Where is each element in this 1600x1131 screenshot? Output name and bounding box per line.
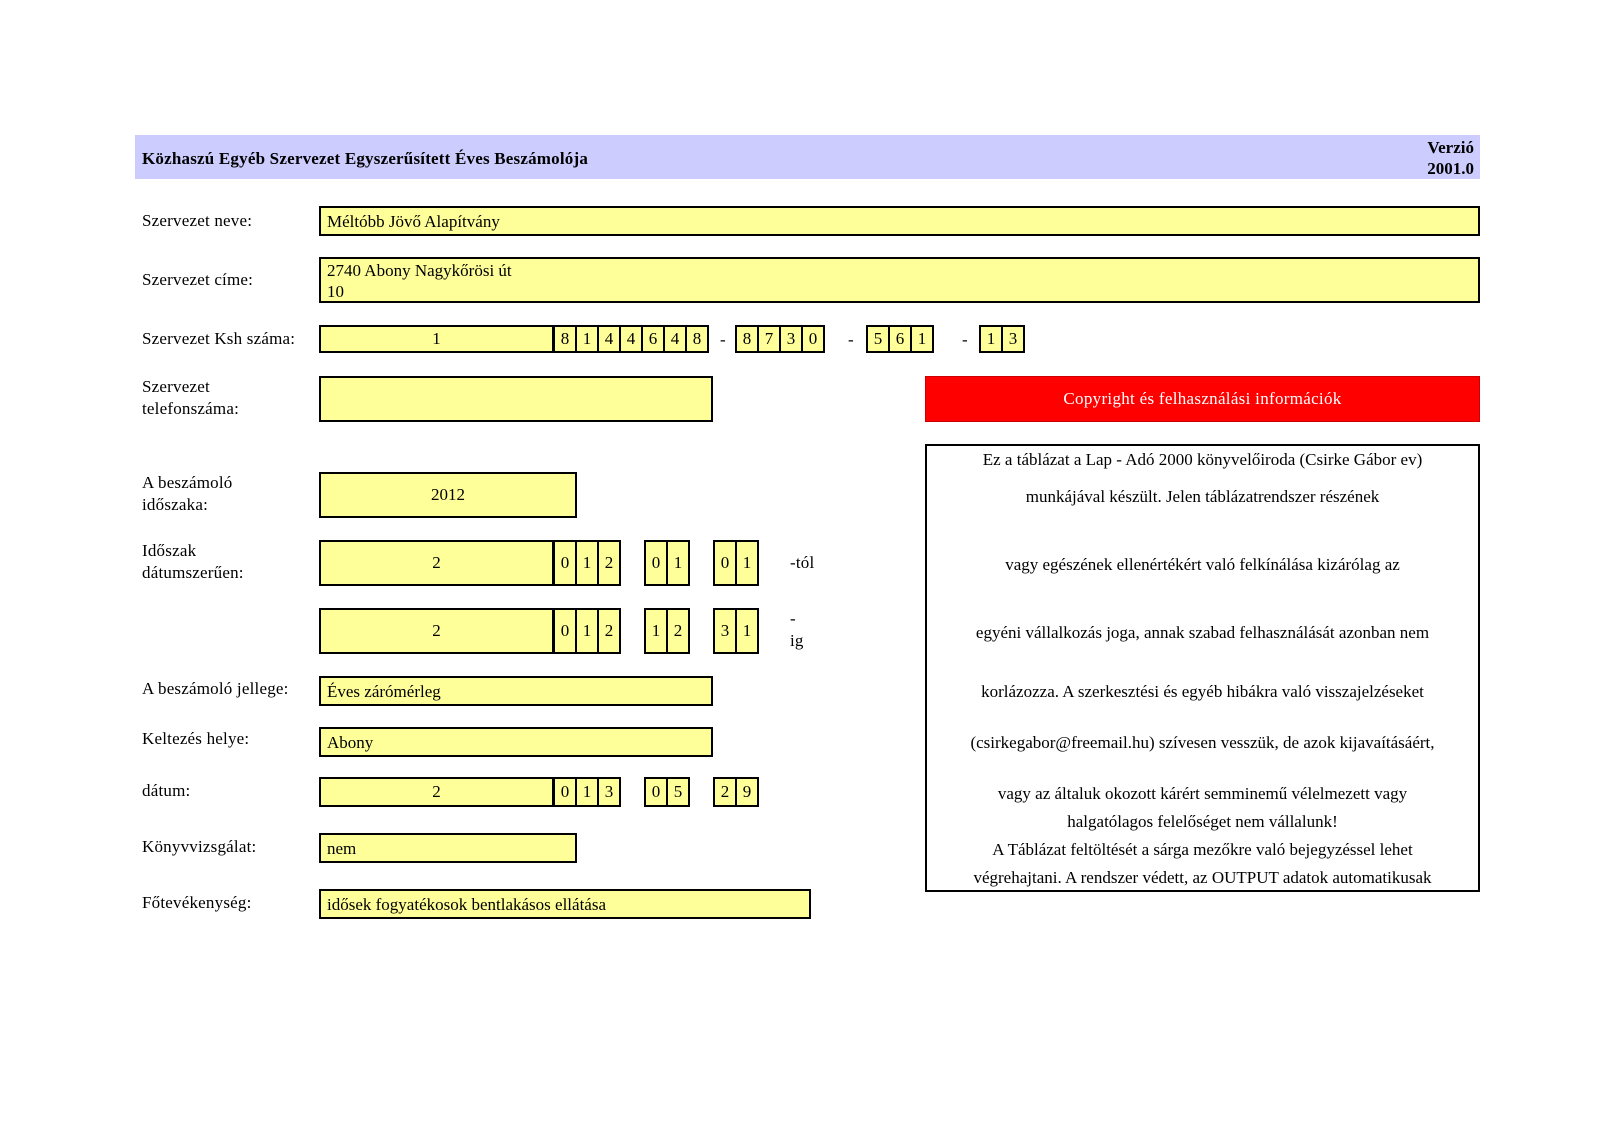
label-audit: Könyvvizsgálat: [142, 837, 257, 856]
to-suffix-dash: - [790, 609, 796, 628]
digit-cell[interactable]: 1 [644, 608, 668, 654]
report-type-field[interactable]: Éves zárómérleg [319, 676, 713, 706]
digit-cell[interactable]: 1 [735, 608, 759, 654]
digit-cell[interactable]: 0 [713, 540, 737, 586]
report-title: Közhaszú Egyéb Szervezet Egyszerűsített Éves Beszámolója [142, 149, 589, 168]
to-date-day[interactable] [713, 608, 759, 654]
audit-field[interactable]: nem [319, 833, 577, 863]
digit-cell[interactable]: 1 [575, 608, 599, 654]
info-line: (csirkegabor@freemail.hu) szívesen vesszük, de azok kijavaításáért, [970, 733, 1435, 752]
label-phone-line2: telefonszáma: [142, 399, 239, 418]
digit-cell[interactable]: 3 [713, 608, 737, 654]
ksh-group-4[interactable] [979, 325, 1025, 353]
info-line: vagy az általuk okozott kárért semminemű vélelmezett vagy [997, 784, 1408, 803]
info-line: Ez a táblázat a Lap - Adó 2000 könyvelőiroda (Csirke Gábor ev) [982, 450, 1423, 469]
digit-cell[interactable]: 2 [713, 777, 737, 807]
digit-cell[interactable]: 1 [735, 540, 759, 586]
from-date-month[interactable] [644, 540, 690, 586]
digit-cell[interactable]: 0 [553, 540, 577, 586]
digit-cell[interactable]: 8 [735, 325, 759, 353]
digit-cell[interactable]: 9 [735, 777, 759, 807]
ksh-group-2[interactable] [735, 325, 825, 353]
period-field[interactable]: 2012 [319, 472, 577, 518]
label-period-line1: A beszámoló [142, 473, 233, 492]
from-suffix: -tól [790, 553, 815, 572]
from-date-first-digit[interactable]: 2 [319, 540, 554, 586]
sign-date-month[interactable] [644, 777, 690, 807]
digit-cell[interactable]: 2 [597, 608, 621, 654]
address-line1: 2740 Abony Nagykőrösi út [327, 261, 512, 280]
label-dates-line1: Időszak [142, 541, 197, 560]
info-text-box [925, 444, 1480, 892]
digit-cell[interactable]: 1 [910, 325, 934, 353]
digit-cell[interactable]: 1 [979, 325, 1003, 353]
digit-cell[interactable]: 4 [619, 325, 643, 353]
info-line: halgatólagos felelőséget nem vállalunk! [1067, 812, 1338, 831]
address-line2: 10 [327, 282, 344, 301]
ksh-separator-1: - [720, 330, 726, 349]
info-line: korlázozza. A szerkesztési és egyéb hibákra való visszajelzéseket [981, 682, 1424, 701]
sign-date-year[interactable] [553, 777, 621, 807]
digit-cell[interactable]: 1 [666, 540, 690, 586]
place-field[interactable]: Abony [319, 727, 713, 757]
digit-cell[interactable]: 0 [553, 608, 577, 654]
info-line: végrehajtani. A rendszer védett, az OUTPUT adatok automatikusak [973, 868, 1432, 887]
ksh-group-1[interactable] [553, 325, 709, 353]
to-date-month[interactable] [644, 608, 690, 654]
label-ksh: Szervezet Ksh száma: [142, 329, 296, 348]
sign-date-day[interactable] [713, 777, 759, 807]
sign-date-first-digit[interactable]: 2 [319, 777, 554, 807]
digit-cell[interactable]: 2 [666, 608, 690, 654]
digit-cell[interactable]: 5 [666, 777, 690, 807]
digit-cell[interactable]: 0 [801, 325, 825, 353]
from-date-year[interactable] [553, 540, 621, 586]
from-date-day[interactable] [713, 540, 759, 586]
report-header [135, 135, 1480, 179]
digit-cell[interactable]: 7 [757, 325, 781, 353]
digit-cell[interactable]: 8 [685, 325, 709, 353]
digit-cell[interactable]: 3 [597, 777, 621, 807]
version-label: Verzió [1427, 138, 1474, 157]
label-phone-line1: Szervezet [142, 377, 210, 396]
digit-cell[interactable]: 3 [779, 325, 803, 353]
digit-cell[interactable]: 6 [888, 325, 912, 353]
digit-cell[interactable]: 4 [663, 325, 687, 353]
to-suffix-ig: ig [790, 631, 804, 650]
activity-field[interactable]: idősek fogyatékosok bentlakásos ellátása [319, 889, 811, 919]
label-period [142, 472, 233, 516]
name-field[interactable]: Méltóbb Jövő Alapítvány [319, 206, 1480, 236]
info-line: A Táblázat feltöltését a sárga mezőkre való bejegyzéssel lehet [992, 840, 1413, 859]
label-dates-line2: dátumszerűen: [142, 563, 244, 582]
label-date: dátum: [142, 781, 191, 800]
label-place: Keltezés helye: [142, 729, 250, 748]
ksh-group-3[interactable] [866, 325, 934, 353]
digit-cell[interactable]: 0 [553, 777, 577, 807]
ksh-first-digit[interactable]: 1 [319, 325, 554, 353]
digit-cell[interactable]: 8 [553, 325, 577, 353]
phone-field[interactable] [319, 376, 713, 422]
label-type: A beszámoló jellege: [142, 679, 289, 698]
label-phone [142, 376, 239, 420]
ksh-separator-3: - [962, 330, 968, 349]
digit-cell[interactable]: 4 [597, 325, 621, 353]
label-activity: Főtevékenység: [142, 893, 252, 912]
copyright-info-button[interactable]: Copyright és felhasználási információk [925, 376, 1480, 422]
digit-cell[interactable]: 1 [575, 325, 599, 353]
label-period-line2: időszaka: [142, 495, 208, 514]
label-address: Szervezet címe: [142, 270, 254, 289]
to-date-year[interactable] [553, 608, 621, 654]
digit-cell[interactable]: 5 [866, 325, 890, 353]
digit-cell[interactable]: 0 [644, 777, 668, 807]
info-line: egyéni vállalkozás joga, annak szabad felhasználását azonban nem [975, 623, 1430, 642]
digit-cell[interactable]: 3 [1001, 325, 1025, 353]
label-name: Szervezet neve: [142, 211, 253, 230]
digit-cell[interactable]: 2 [597, 540, 621, 586]
info-line: munkájával készült. Jelen táblázatrendszer részének [1025, 487, 1380, 506]
digit-cell[interactable]: 0 [644, 540, 668, 586]
to-suffix [790, 608, 804, 652]
info-line: vagy egészének ellenértékért való felkínálása kizárólag az [1005, 555, 1400, 574]
version-value: 2001.0 [1427, 159, 1474, 178]
digit-cell[interactable]: 1 [575, 540, 599, 586]
ksh-separator-2: - [848, 330, 854, 349]
address-field[interactable] [319, 257, 1480, 303]
to-date-first-digit[interactable]: 2 [319, 608, 554, 654]
version-info [1427, 137, 1474, 179]
label-dates [142, 540, 244, 584]
digit-cell[interactable]: 1 [575, 777, 599, 807]
digit-cell[interactable]: 6 [641, 325, 665, 353]
